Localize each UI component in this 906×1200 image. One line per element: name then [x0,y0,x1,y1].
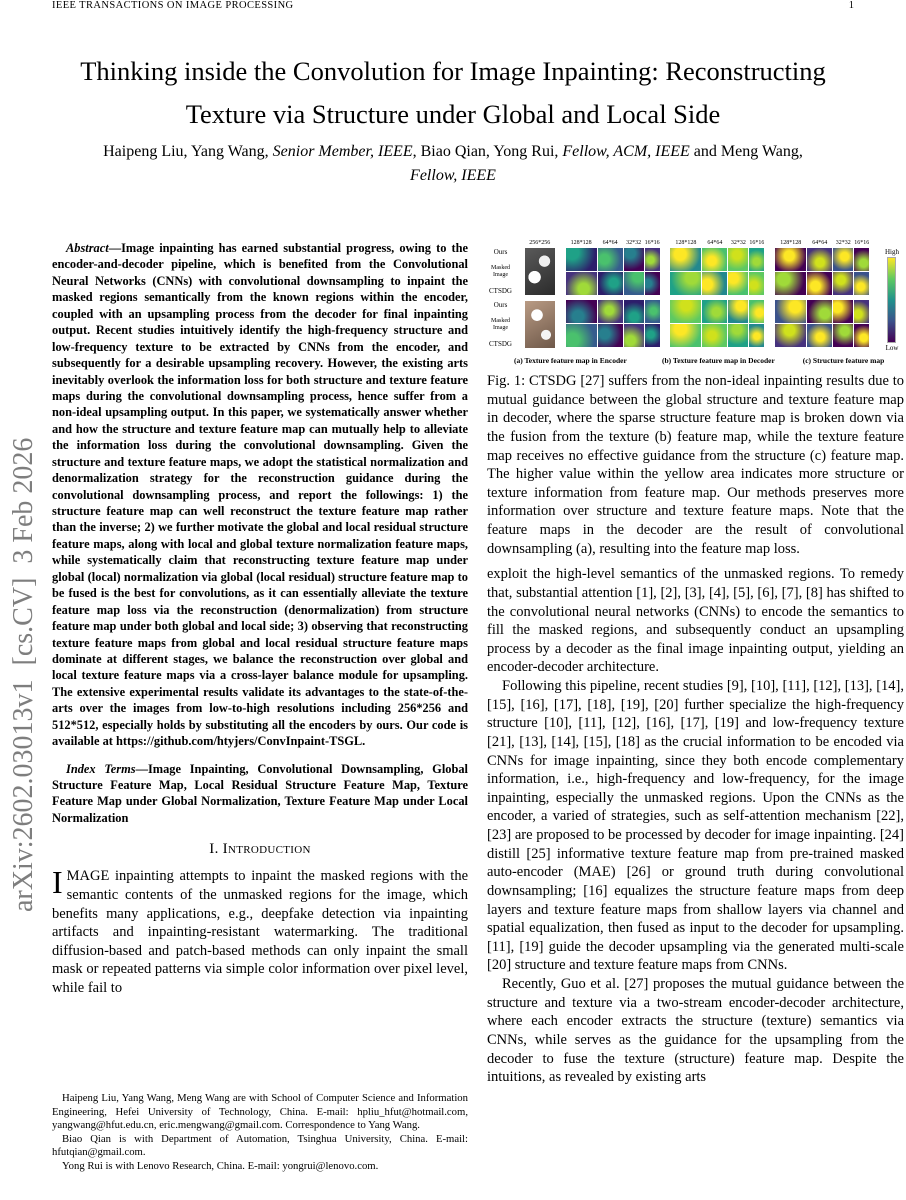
abstract-paragraph [52,240,468,750]
feature-map-cell [566,272,597,295]
feature-map-cell [749,324,764,347]
masked-image-thumbnail [525,301,555,348]
feature-map-cell [807,272,832,295]
feature-map-cell [702,248,727,271]
fig-col-header: 128*128 [570,240,592,246]
left-column [52,240,468,998]
feature-map-cell [833,248,853,271]
feature-map-cell [670,248,701,271]
figure-1 [487,240,904,365]
row-label-masked-image: Masked Image [491,317,510,331]
fig-col-header: 128*128 [675,240,697,246]
author-names: Haipeng Liu, Yang Wang, [103,143,273,160]
masked-image-thumbnail [525,248,555,295]
introduction-text: MAGE inpainting attempts to inpaint the masked regions with the semantic contents of the unmasked regions for the image, which benefits many applications, e.g., deepfake detection via inpainting artifacts and inpainting-resistant watermarking. The traditional diffusion-based and patch-based methods can only inpaint the small mask or repeated patterns via simple color information over pixel level, while fail to [52,868,468,997]
fig-col-header: 32*32 [730,240,746,246]
section-heading-introduction: I. Introduction [209,841,311,858]
row-label-masked-image: Masked Image [491,264,510,278]
row-label-ours: Ours [493,248,508,256]
figure-1-caption-text: CTSDG [27] suffers from the non-ideal inpainting results due to mutual guidance between the global structure and texture feature map in decoder, where the sparse structure feature map is broken down via the fusion from the texture (b) feature map, while the texture feature map receives no effective guidance from the structure (c) feature map. The higher value within the yellow area indicates more structure or texture information from feature map. Our methods preserves more information over structure and texture feature maps. Note that the feature maps in the decoder are the result of convolutional downsampling (a), resulting into the feature map loss. [487,373,905,557]
feature-map-cell [645,272,660,295]
feature-map-cell [728,248,748,271]
feature-map-group-encoder-texture [566,240,660,354]
feature-map-cell [833,324,853,347]
feature-map-cell [807,300,832,323]
index-terms-label: Index Terms [66,761,136,776]
feature-map-cell [645,248,660,271]
feature-map-cell [807,248,832,271]
body-paragraph-1: exploit the high-level semantics of the unmasked regions. To remedy that, substantial attention [1], [2], [3], [4], [5], [6], [7], [8] has shifted to the convolutional neural networks (CNNs) to encode the semantics to fill the masked regions, and subsequently conduct an upsampling process by a decoder as the final image inpainting output, yielding an encoder-decoder architecture. [487,566,904,676]
abstract-text: —Image inpainting has earned substantial progress, owing to the encoder-and-decoder pipeline, which is benefited from the Convolutional Neural Networks (CNNs) with convolutional downsampling to inpaint the masked regions semantically from the known regions within the encoder, coupled with an upsampling process from the decoder for final inpainting output. Recent studies intuitively identify the high-frequency structure and low-frequency texture to be extracted by CNNs from the encoder, and subsequently for a desirable upsampling recovery. However, the existing arts inevitably overlook the information loss for both structure and texture feature maps during the convolutional downsampling process, hence suffer from a non-ideal upsampling output. In this paper, we systematically answer whether and how the structure and texture feature map can mutually help to alleviate the information loss during the convolutional downsampling. Given the structure and texture feature maps, we adopt the statistical normalization and denormalization strategy for the reconstruction guidance during the convolutional downsampling process, and report the followings: 1) the structure feature map can well reconstruct the texture feature map rather than the inverse; 2) we further motivate the global and local residual structure feature maps, along with local and global texture normalization feature maps, while systematically claim that reconstructing texture feature map under global (local) normalization via global (local residual) structure feature map to be fused is the best for convolutions, as it can essentially alleviate the texture feature map loss via the reconstruction (denormalization) from structure feature map under both global and local side; 3) observing that reconstructing texture feature maps from global and local residual structure feature maps dominate at different stages, we balance the reconstruction over global and local texture feature maps via a cross-layer balance module for upsampling. The extensive experimental results validate its advantages to the state-of-the-arts over the images from low-to-high resolutions including 256*256 and 512*512, especially holds by substituting all the encoders by ours. Our code is available at [52,241,468,749]
fig-col-header: 16*16 [854,240,870,246]
figure-1-canvas [487,240,904,354]
page-number: 1 [848,0,854,11]
feature-map-cell [670,324,701,347]
feature-map-cell [670,300,701,323]
feature-map-cell [728,324,748,347]
fig-col-header: 128*128 [780,240,802,246]
feature-map-cell [598,272,623,295]
feature-map-cell [598,248,623,271]
colorbar-high-label: High [884,248,899,256]
feature-map-cell [749,248,764,271]
feature-map-group-structure [775,240,869,354]
paper-title: Thinking inside the Convolution for Image Inpainting: Reconstructing Texture via Structure under Global and Local Side [80,56,826,129]
authors-line-2: Fellow, IEEE [410,167,496,184]
index-terms-text: —Image Inpainting, Convolutional Downsampling, Global Structure Feature Map, Local Residual Structure Feature Map, Texture Feature Map under Global Normalization, Texture Feature Map under Local Normalization [52,761,468,825]
masked-image-column [525,240,555,354]
fig-col-header-256: 256*256 [529,240,551,246]
right-column [487,240,904,1087]
abstract-label: Abstract [66,241,109,255]
feature-map-cell [670,272,701,295]
index-terms-paragraph [52,761,468,827]
feature-map-cell [645,300,660,323]
row-label-ctsdg: CTSDG [489,287,512,295]
feature-map-cell [702,300,727,323]
feature-map-cell [624,300,644,323]
colorbar-gradient [887,257,896,343]
fig-col-header: 16*16 [644,240,660,246]
feature-map-cell [702,324,727,347]
footnote-affiliation-2: Biao Qian is with Department of Automation, Tsinghua University, China. E-mail: hfutqian@gmail.com. [52,1132,468,1159]
subcaption-c: (c) Structure feature map [802,356,885,365]
feature-map-cell [775,272,806,295]
feature-map-cell [598,324,623,347]
author-membership: Fellow, ACM, IEEE [562,143,690,160]
feature-map-cell [833,300,853,323]
subcaption-b: (b) Texture feature map in Decoder [662,356,775,365]
figure-1-caption [487,372,904,558]
fig-col-header: 16*16 [749,240,765,246]
running-header [52,0,854,11]
feature-map-cell [624,272,644,295]
feature-map-cell [854,300,869,323]
fig-col-header: 64*64 [707,240,723,246]
colorbar-low-label: Low [885,344,899,352]
arxiv-watermark: arXiv:2602.03013v1 [cs.CV] 3 Feb 2026 [8,437,39,912]
feature-map-cell [645,324,660,347]
feature-map-group-decoder-texture [670,240,764,354]
colorbar [880,240,904,354]
footnote-affiliation-1: Haipeng Liu, Yang Wang, Meng Wang are with School of Computer Science and Information Engineering, Hefei University of Technology, China. E-mail: hpliu_hfut@hotmail.com, yangwang@hfut.edu.cn, eric.mengwang@gmail.com. Correspondence to Yang Wang. [52,1092,468,1132]
feature-map-cell [749,272,764,295]
fig-col-header: 64*64 [812,240,828,246]
label-block-sample-1 [487,248,514,295]
feature-map-cell [728,300,748,323]
body-paragraph-2: Following this pipeline, recent studies [9], [10], [11], [12], [13], [14], [15], [16], [17], [18], [19], [20] further specialize the high-frequency structure [10], [11], [12], [16], [17], [19] and low-frequency texture [21], [13], [14], [15], [18] as the crucial information to be encoded via CNNs for image inpainting, since they both encode complementary information, i.e., high-frequency and low-frequency, for the image inpainting, especially the unmasked regions. Upon the CNNs as the encoder, a varied of strategies, such as self-attention mechanism [22], [23] are proposed to be processed by decoder for image inpainting. [24] distill [25] informative texture feature map from pre-trained masked auto-encoder (MAE) [26] or ground truth during convolutional downsampling; [16] equalizes the structure feature maps from deep layers and texture feature maps from shallow layers via channel and spatial equalization, then fused as input to the decoder for upsampling. [11], [19] guide the decoder upsampling via the generated multi-scale [20] structure and texture feature maps from CNNs. [487,678,904,974]
feature-map-cell [807,324,832,347]
feature-map-cell [728,272,748,295]
author-footnotes [52,1092,468,1173]
feature-map-cell [566,300,597,323]
feature-map-cell [702,272,727,295]
feature-map-cell [775,248,806,271]
authors-line-1 [53,140,853,164]
feature-map-cell [854,324,869,347]
feature-map-cell [775,300,806,323]
body-paragraph-3: Recently, Guo et al. [27] proposes the mutual guidance between the structure and texture via a two-stream encoder-decoder architecture, where each encoder extracts the structure (texture) semantics via CNNs, while serves as the guidance for the upsampling from the decoder to fuse the texture (structure) feature map. Despite the intuitions, as revealed by existing arts [487,976,904,1086]
row-label-ctsdg: CTSDG [489,340,512,348]
feature-map-cell [624,248,644,271]
label-block-sample-2 [487,301,514,348]
feature-map-cell [833,272,853,295]
subcaption-a: (a) Texture feature map in Encoder [513,356,627,365]
feature-map-cell [624,324,644,347]
row-label-ours: Ours [493,301,508,309]
feature-map-cell [854,272,869,295]
introduction-paragraph [52,864,468,997]
feature-map-cell [566,324,597,347]
feature-map-cell [749,300,764,323]
author-names: , Biao Qian, Yong Rui, [412,143,563,160]
figure-row-labels [487,240,514,354]
fig-col-header: 32*32 [835,240,851,246]
journal-name: IEEE TRANSACTIONS ON IMAGE PROCESSING [52,0,294,11]
fig-col-header: 32*32 [626,240,642,246]
figure-1-caption-label: Fig. 1: [487,373,526,389]
figure-subcaptions [487,356,904,365]
footnote-affiliation-3: Yong Rui is with Lenovo Research, China. E-mail: yongrui@lenovo.com. [62,1159,379,1172]
feature-map-cell [775,324,806,347]
drop-cap: I [52,864,63,901]
authors-block [53,140,853,188]
code-url-link[interactable]: https://github.com/htyjers/ConvInpaint-TSGL. [116,734,366,749]
feature-map-cell [854,248,869,271]
author-membership: Senior Member, IEEE [272,143,413,160]
fig-col-header: 64*64 [602,240,618,246]
author-names: and Meng Wang, [689,143,803,160]
feature-map-cell [566,248,597,271]
feature-map-cell [598,300,623,323]
